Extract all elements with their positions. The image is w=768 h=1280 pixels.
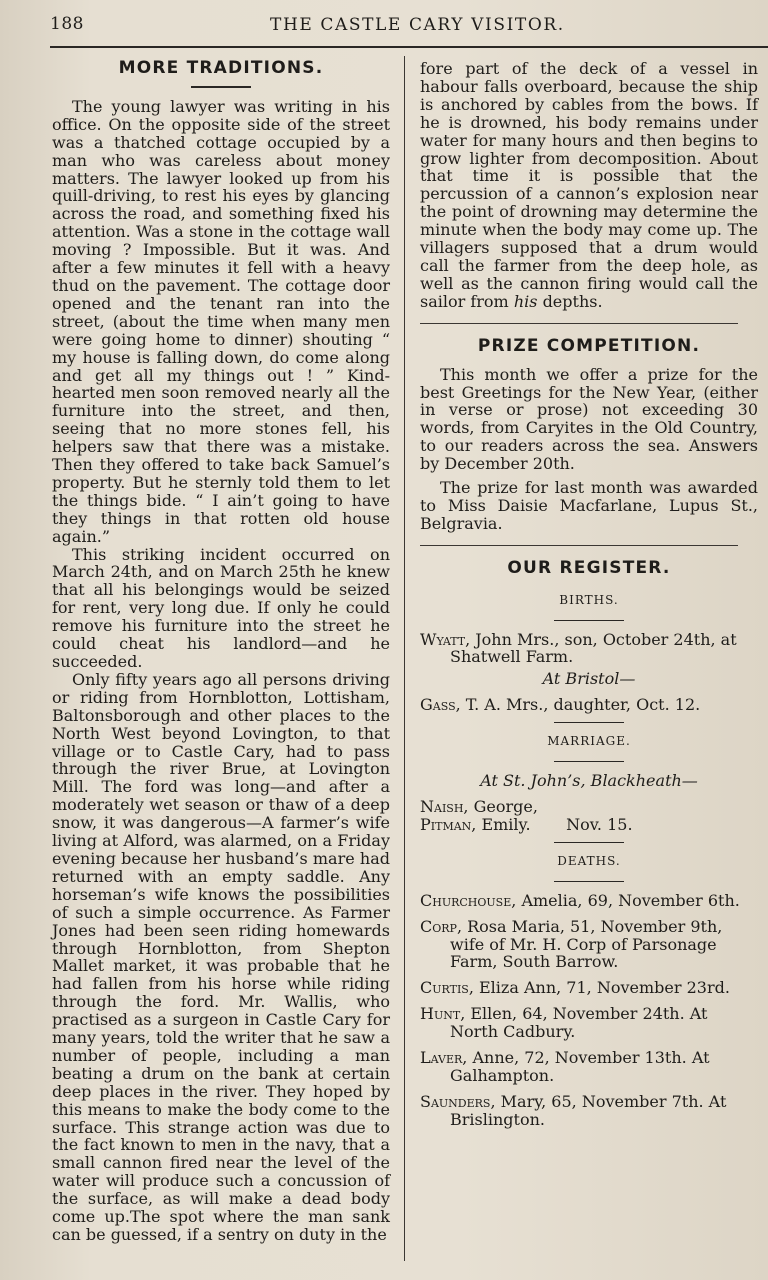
continuation-italic: his (513, 291, 538, 311)
continuation-text: fore part of the deck of a vessel in habour falls overboard, because the ship is anchored by cables from the bows. If he is drowned, his body remains under water for many hours and then begins to grow lighter from decomposition. About that time it is possible that the percussion of a cannon’s explosion near the point of drowning may determine the minute when the body may come up. The villagers supposed that a drum would call the farmer from the deep hole, as well as the cannon firing would call the sailor from (420, 59, 758, 311)
page-header (0, 0, 768, 48)
death-entry (420, 1093, 758, 1129)
entry-name: Corp (420, 916, 457, 936)
birth-entry (420, 696, 758, 714)
death-entry (420, 979, 758, 997)
section-rule (420, 545, 738, 546)
deaths-list (420, 892, 758, 1129)
entry-text: , George, (463, 797, 538, 816)
more-traditions-heading: MORE TRADITIONS. (118, 58, 324, 78)
entry-text: , Eliza Ann, 71, November 23rd. (468, 978, 730, 998)
subsection-rule (554, 620, 624, 621)
heading-rule (191, 86, 251, 88)
entry-text: , John Mrs., son, October 24th, at Shatwell Farm. (450, 629, 737, 667)
our-register-heading: OUR REGISTER. (507, 557, 671, 578)
prize-paragraph-2: The prize for last month was awarded to Miss Daisie Macfarlane, Lupus St., Belgravia. (420, 478, 758, 533)
subsection-rule (554, 722, 624, 723)
prize-paragraph-1: This month we offer a prize for the best Greetings for the New Year, (either in verse or prose) not exceeding 30 words, from Caryites in the Old Country, to our readers across the sea. Answers by December 20th. (420, 364, 758, 474)
birth-place: At Bristol— (542, 669, 636, 689)
death-entry (420, 1049, 758, 1085)
subsection-rule (554, 842, 624, 843)
death-entry (420, 918, 758, 972)
births-label: BIRTHS. (559, 592, 619, 607)
entry-text: , Ellen, 64, November 24th. At North Cadbury. (450, 1004, 708, 1042)
traditions-paragraph-2: This striking incident occurred on March 24th, and on March 25th he knew that all his belongings would be seized for rent, very long due. If only he could remove his furniture into the street he could cheat his landlord—and he succeeded. (52, 544, 390, 671)
death-entry (420, 892, 758, 910)
entry-name: Wyatt (420, 629, 466, 649)
marriage-entry (420, 816, 758, 834)
entry-name: Gass (420, 695, 456, 715)
entry-text: , Rosa Maria, 51, November 9th, wife of Mr. H. Corp of Parsonage Farm, South Barrow. (450, 916, 723, 972)
entry-name: Laver (420, 1048, 463, 1068)
section-rule (420, 323, 738, 324)
marriage-entry (420, 798, 758, 816)
page-number: 188 (50, 14, 84, 34)
subsection-rule (554, 881, 624, 882)
birth-entry (420, 631, 758, 667)
deaths-label: DEATHS. (557, 853, 621, 868)
entry-name: Saunders (420, 1091, 491, 1111)
death-entry (420, 1005, 758, 1041)
running-title: THE CASTLE CARY VISITOR. (270, 15, 565, 35)
entry-text: , Emily. (471, 814, 531, 834)
entry-name: Naish (420, 797, 464, 816)
column-divider (404, 56, 405, 1261)
marriage-place: At St. John’s, Blackheath— (480, 771, 698, 791)
header-rule (50, 46, 768, 48)
prize-competition-heading: PRIZE COMPETITION. (477, 335, 701, 356)
marriage-date: Nov. 15. (566, 814, 633, 834)
marriage-label: MARRIAGE. (547, 734, 631, 749)
entry-name: Hunt (420, 1004, 461, 1024)
right-column (420, 60, 758, 1129)
traditions-paragraph-1: The young lawyer was writing in his office. On the opposite side of the street was a thatched cottage occupied by a man who was careless about money matters. The lawyer looked up from his quill-driving, to rest his eyes by glancing across the road, and something fixed his attention. Was a stone in the cottage wall moving ? Impossible. But it was. And after a few minutes it fell with a heavy thud on the pavement. The cottage door opened and the tenant ran into the street, (about the time when many men were going home to dinner) shouting “ my house is falling down, do come along and get all my things out ! ” Kind-hearted men soon removed nearly all the furniture into the street, and then, seeing that no more stones fell, his helpers saw that there was a mistake. Then they offered to take back Samuel’s property. But he sternly told them to let the things bide. “ I ain’t going to have they things in that rotten old house again.” (52, 96, 390, 546)
entry-text: , Mary, 65, November 7th. At Brislington. (450, 1091, 727, 1129)
traditions-paragraph-3: Only fifty years ago all persons driving or riding from Hornblotton, Lottisham, Baltonsborough and other places to the North West beyond Lovington, to that village or to Castle Cary, had to pass through the river Brue, at Lovington Mill. The ford was long—and after a moderately wet season or thaw of a deep snow, it was dangerous—A farmer’s wife living at Alford, was alarmed, on a Friday evening because her husband’s mare had returned with an empty saddle. Any horseman’s wife knows the possibilities of such a simple occurrence. As Farmer Jones had been seen riding homewards through Hornblotton, from Shepton Mallet market, it was probable that he had fallen from his horse while riding through the ford. Mr. Wallis, who practised as a surgeon in Castle Cary for many years, told the writer that he saw a number of people, including a man beating a drum on the bank at certain deep places in the river. They hoped by this means to make the body come to the surface. This strange action was due to the fact known to men in the navy, that a small cannon fired near the level of the water will produce such a concussion of the surface, as will make a dead body come up.The spot where the man sank can be guessed, if a sentry on duty in the (52, 669, 390, 1244)
subsection-rule (554, 761, 624, 762)
left-column (52, 60, 390, 1244)
traditions-continuation (420, 60, 758, 311)
entry-name: Pitman (420, 814, 472, 834)
entry-name: Churchouse (420, 890, 512, 910)
entry-text: , Amelia, 69, November 6th. (511, 890, 740, 910)
entry-text: , T. A. Mrs., daughter, Oct. 12. (455, 695, 701, 715)
entry-text: , Anne, 72, November 13th. At Galhampton. (450, 1048, 710, 1085)
continuation-end: depths. (542, 291, 603, 311)
entry-name: Curtis (420, 978, 469, 998)
